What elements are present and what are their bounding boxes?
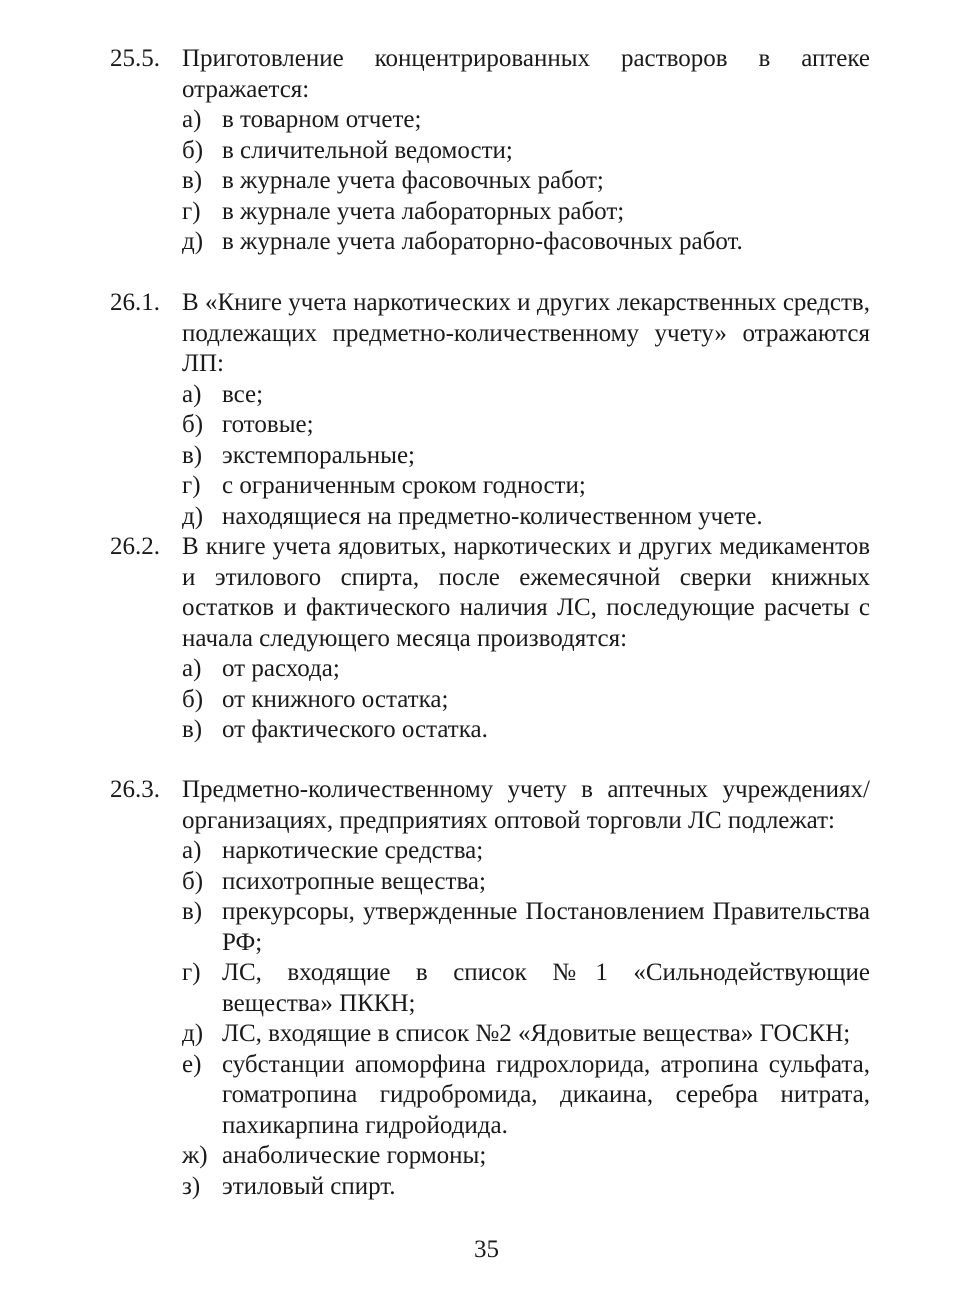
option-letter: б) <box>182 867 204 895</box>
option-text: готовые; <box>222 411 314 438</box>
question-25-5 <box>110 44 870 258</box>
answer-option <box>110 836 870 867</box>
option-letter: д) <box>182 228 204 255</box>
option-letter: в) <box>182 167 203 194</box>
option-letter: г) <box>182 197 201 225</box>
option-letter: б) <box>182 136 204 164</box>
option-text: находящиеся на предметно-количественном учете. <box>222 502 763 530</box>
answer-option <box>110 166 870 197</box>
answer-options <box>110 654 870 746</box>
question-header <box>110 288 870 380</box>
option-letter: е) <box>182 1050 202 1078</box>
answer-option <box>110 380 870 411</box>
option-letter: а) <box>182 655 202 682</box>
answer-option <box>110 1019 870 1050</box>
option-text: от фактического остатка. <box>222 716 488 743</box>
option-letter: д) <box>182 502 204 530</box>
answer-option <box>110 410 870 441</box>
answer-option <box>110 105 870 136</box>
option-letter: в) <box>182 716 203 743</box>
option-text: в сличительной ведомости; <box>222 136 513 164</box>
option-letter: а) <box>182 837 202 864</box>
question-text: В книге учета ядовитых, наркотических и других медикаментов и этилового спирта, после ежемесячной сверки книжных остатков и фактического наличия ЛС, последующие расчеты с начала следующего месяца производятся: <box>182 533 870 652</box>
answer-option <box>110 654 870 685</box>
answer-option <box>110 1172 870 1203</box>
answer-options <box>110 105 870 258</box>
answer-option <box>110 1050 870 1142</box>
option-text: наркотические средства; <box>222 837 484 864</box>
option-text: от книжного остатка; <box>222 685 449 713</box>
answer-option <box>110 1141 870 1172</box>
question-text: В «Книге учета наркотических и других лекарственных средств, подлежащих предметно-количественному учету» отражаются ЛП: <box>182 289 870 377</box>
option-text: ЛС, входящие в список №1 «Сильнодействующие вещества» ПККН; <box>222 959 870 1017</box>
option-text: все; <box>222 380 264 408</box>
answer-option <box>110 867 870 898</box>
option-text: ЛС, входящие в список №2 «Ядовитые вещества» ГОСКН; <box>222 1020 851 1047</box>
option-letter: ж) <box>182 1142 208 1169</box>
option-text: экстемпоральные; <box>222 441 415 469</box>
answer-option <box>110 685 870 716</box>
question-header <box>110 44 870 105</box>
question-number: 25.5. <box>110 45 160 72</box>
question-text: Приготовление концентрированных растворов в аптеке отражается: <box>182 45 870 103</box>
option-letter: г) <box>182 472 201 499</box>
option-text: в журнале учета лабораторно-фасовочных работ. <box>222 228 743 255</box>
option-letter: а) <box>182 380 202 408</box>
question-26-1 <box>110 288 870 532</box>
option-text: субстанции апоморфина гидрохлорида, атропина сульфата, гоматропина гидробромида, дикаина, серебра нитрата, пахикарпина гидройодида. <box>222 1050 870 1139</box>
option-text: анаболические гормоны; <box>222 1142 487 1169</box>
question-number: 26.2. <box>110 533 160 560</box>
option-letter: з) <box>182 1172 201 1200</box>
option-letter: б) <box>182 685 204 713</box>
option-letter: а) <box>182 106 202 133</box>
option-text: в журнале учета лабораторных работ; <box>222 197 625 225</box>
question-header <box>110 532 870 654</box>
option-letter: б) <box>182 411 204 438</box>
option-text: в журнале учета фасовочных работ; <box>222 167 604 194</box>
option-text: прекурсоры, утвержденные Постановлением Правительства РФ; <box>222 898 870 956</box>
answer-option <box>110 471 870 502</box>
question-text: Предметно-количественному учету в аптечных учреждениях/ организациях, предприятиях оптовой торговли ЛС подлежат: <box>182 776 870 834</box>
answer-option <box>110 197 870 228</box>
option-text: этиловый спирт. <box>222 1172 396 1200</box>
answer-option <box>110 897 870 958</box>
page-number: 35 <box>474 1236 499 1263</box>
answer-option <box>110 136 870 167</box>
option-letter: в) <box>182 898 203 925</box>
answer-options <box>110 836 870 1202</box>
option-letter: г) <box>182 959 201 986</box>
answer-option <box>110 502 870 533</box>
option-text: психотропные вещества; <box>222 867 486 895</box>
question-number: 26.3. <box>110 776 160 803</box>
question-number: 26.1. <box>110 289 160 316</box>
question-26-3 <box>110 775 870 1202</box>
question-header <box>110 775 870 836</box>
option-text: в товарном отчете; <box>222 106 422 133</box>
answer-option <box>110 958 870 1019</box>
question-26-2 <box>110 532 870 746</box>
answer-option <box>110 441 870 472</box>
option-letter: д) <box>182 1020 204 1047</box>
answer-option <box>110 715 870 746</box>
option-letter: в) <box>182 441 203 469</box>
option-text: с ограниченным сроком годности; <box>222 472 586 499</box>
answer-options <box>110 380 870 533</box>
option-text: от расхода; <box>222 655 340 682</box>
answer-option <box>110 227 870 258</box>
